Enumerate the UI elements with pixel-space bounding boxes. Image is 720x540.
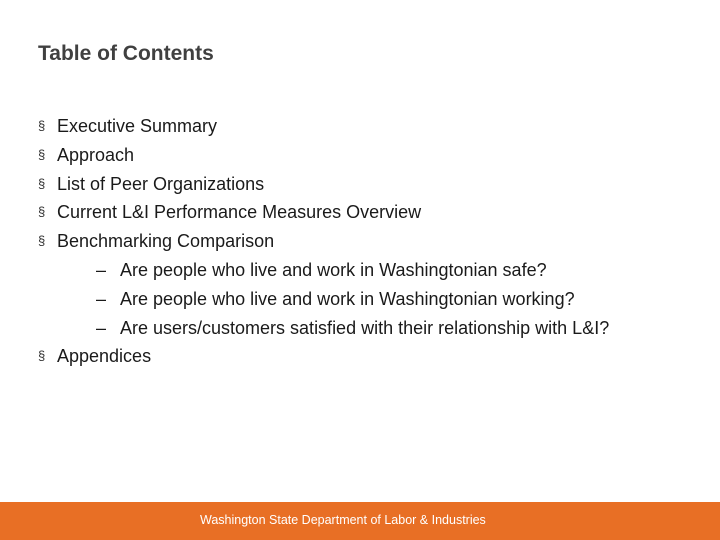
toc-subitem-label: Are users/customers satisfied with their relationship with L&I? [120,317,610,338]
toc-subitem-working [38,285,698,314]
toc-item-performance-measures [38,198,698,227]
dash-bullet-icon: – [96,288,107,309]
section-bullet-icon: § [38,233,46,249]
section-bullet-icon: § [38,146,46,162]
slide-title: Table of Contents [38,42,214,65]
toc-subitem-label: Are people who live and work in Washingtonian safe? [120,259,547,280]
table-of-contents-list [38,112,698,371]
toc-subitem-safe [38,256,698,285]
toc-item-label: Executive Summary [57,116,218,136]
section-bullet-icon: § [38,118,46,133]
toc-item-peer-organizations [38,170,698,199]
page-number: 2 [678,485,685,499]
section-bullet-icon: § [38,348,46,364]
toc-item-executive-summary [38,112,698,141]
toc-item-label: Approach [57,144,135,165]
dash-bullet-icon: – [96,317,107,338]
toc-subitem-satisfied [38,314,698,343]
section-bullet-icon: § [38,175,46,191]
dash-bullet-icon: – [96,259,107,280]
toc-item-label: Current L&I Performance Measures Overview [57,202,422,223]
toc-item-label: Benchmarking Comparison [57,231,275,252]
toc-item-label: Appendices [57,346,152,367]
toc-item-appendices [38,342,698,371]
toc-subitem-label: Are people who live and work in Washingtonian working? [120,288,575,309]
toc-item-label: List of Peer Organizations [57,173,265,194]
footer-organization: Washington State Department of Labor & Industries [200,513,486,527]
toc-item-approach [38,141,698,170]
section-bullet-icon: § [38,204,46,220]
toc-item-benchmarking-comparison [38,227,698,256]
